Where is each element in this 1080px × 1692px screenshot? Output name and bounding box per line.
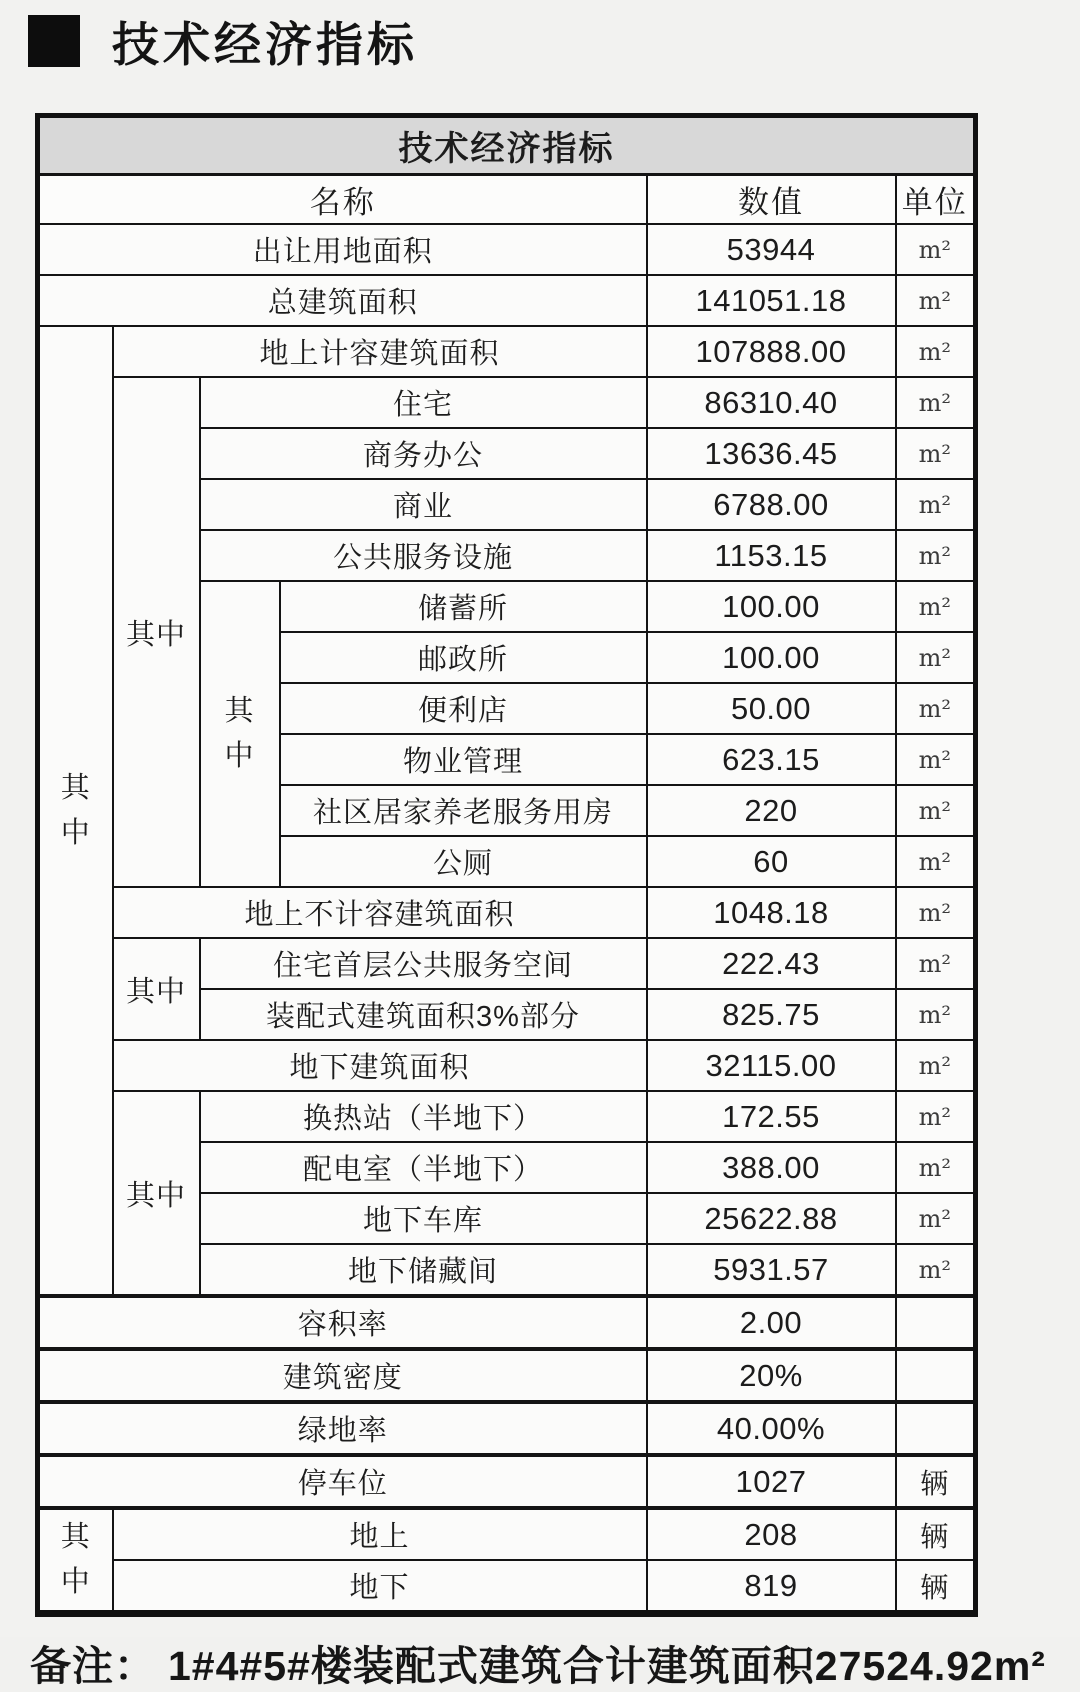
row-value: 819 <box>647 1560 896 1614</box>
row-unit: m² <box>896 428 976 479</box>
row-unit: m² <box>896 887 976 938</box>
row-name: 便利店 <box>280 683 647 734</box>
row-value: 50.00 <box>647 683 896 734</box>
row-name: 地下车库 <box>200 1193 647 1244</box>
row-value: 60 <box>647 836 896 887</box>
page-title: 技术经济指标 <box>112 17 418 71</box>
row-name: 容积率 <box>38 1296 647 1349</box>
table-row <box>38 1349 976 1402</box>
column-header-name: 名称 <box>38 175 647 225</box>
table-row <box>38 1402 976 1455</box>
row-unit: m² <box>896 326 976 377</box>
row-name: 地下储藏间 <box>200 1244 647 1296</box>
row-name: 建筑密度 <box>38 1349 647 1402</box>
row-value: 86310.40 <box>647 377 896 428</box>
row-unit: m² <box>896 1091 976 1142</box>
row-name: 装配式建筑面积3%部分 <box>200 989 647 1040</box>
row-name: 地上计容建筑面积 <box>113 326 647 377</box>
footer-note-unit: m² <box>993 1643 1046 1689</box>
row-unit: m² <box>896 1244 976 1296</box>
row-name: 物业管理 <box>280 734 647 785</box>
row-name: 商务办公 <box>200 428 647 479</box>
table-header-row <box>38 175 976 225</box>
row-value: 5931.57 <box>647 1244 896 1296</box>
row-value: 100.00 <box>647 581 896 632</box>
row-value: 6788.00 <box>647 479 896 530</box>
row-value: 388.00 <box>647 1142 896 1193</box>
row-unit: m² <box>896 734 976 785</box>
row-name: 出让用地面积 <box>38 224 647 275</box>
row-unit: m² <box>896 632 976 683</box>
column-header-value: 数值 <box>647 175 896 225</box>
row-name: 社区居家养老服务用房 <box>280 785 647 836</box>
group-cell-level2: 其中 <box>113 938 200 1040</box>
row-name: 停车位 <box>38 1455 647 1508</box>
row-unit: m² <box>896 1193 976 1244</box>
footer-note-text: 1#4#5#楼装配式建筑合计建筑面积27524.92 <box>168 1643 994 1689</box>
row-unit <box>896 1349 976 1402</box>
column-header-unit: 单位 <box>896 175 976 225</box>
row-value: 222.43 <box>647 938 896 989</box>
row-name: 公共服务设施 <box>200 530 647 581</box>
row-name: 地上 <box>113 1508 647 1560</box>
row-name: 地下 <box>113 1560 647 1614</box>
row-unit: 辆 <box>896 1560 976 1614</box>
indicators-table <box>35 113 978 1617</box>
group-cell-level1: 其中 <box>38 326 113 1296</box>
row-unit: m² <box>896 1040 976 1091</box>
row-value: 25622.88 <box>647 1193 896 1244</box>
table-row <box>38 1091 976 1142</box>
row-value: 2.00 <box>647 1296 896 1349</box>
row-value: 107888.00 <box>647 326 896 377</box>
row-unit: m² <box>896 275 976 326</box>
table-row <box>38 275 976 326</box>
row-name: 地下建筑面积 <box>113 1040 647 1091</box>
row-name: 邮政所 <box>280 632 647 683</box>
table-row <box>38 1560 976 1614</box>
table-row <box>38 938 976 989</box>
row-value: 32115.00 <box>647 1040 896 1091</box>
row-unit: m² <box>896 938 976 989</box>
row-value: 623.15 <box>647 734 896 785</box>
row-name: 配电室（半地下） <box>200 1142 647 1193</box>
row-value: 20% <box>647 1349 896 1402</box>
row-unit: m² <box>896 683 976 734</box>
table-row <box>38 326 976 377</box>
row-unit: m² <box>896 377 976 428</box>
row-value: 825.75 <box>647 989 896 1040</box>
table-row <box>38 224 976 275</box>
row-value: 1153.15 <box>647 530 896 581</box>
footer-note <box>30 1633 1080 1692</box>
row-unit <box>896 1402 976 1455</box>
group-cell-level3: 其中 <box>200 581 280 887</box>
row-value: 220 <box>647 785 896 836</box>
row-name: 换热站（半地下） <box>200 1091 647 1142</box>
row-name: 储蓄所 <box>280 581 647 632</box>
table-row <box>38 1040 976 1091</box>
table-caption: 技术经济指标 <box>38 116 976 175</box>
table-caption-row <box>38 116 976 175</box>
row-value: 141051.18 <box>647 275 896 326</box>
row-name: 住宅首层公共服务空间 <box>200 938 647 989</box>
row-unit: m² <box>896 785 976 836</box>
row-unit: 辆 <box>896 1455 976 1508</box>
row-value: 13636.45 <box>647 428 896 479</box>
row-unit: m² <box>896 479 976 530</box>
table-row <box>38 1455 976 1508</box>
row-value: 53944 <box>647 224 896 275</box>
table-row <box>38 887 976 938</box>
row-unit: m² <box>896 1142 976 1193</box>
row-value: 172.55 <box>647 1091 896 1142</box>
table-row <box>38 377 976 428</box>
row-unit: m² <box>896 530 976 581</box>
row-name: 公厕 <box>280 836 647 887</box>
row-unit: m² <box>896 989 976 1040</box>
row-value: 100.00 <box>647 632 896 683</box>
row-value: 208 <box>647 1508 896 1560</box>
table-row <box>38 1508 976 1560</box>
row-value: 40.00% <box>647 1402 896 1455</box>
row-unit <box>896 1296 976 1349</box>
row-name: 商业 <box>200 479 647 530</box>
row-unit: m² <box>896 224 976 275</box>
group-cell-level2: 其中 <box>113 377 200 887</box>
row-unit: 辆 <box>896 1508 976 1560</box>
row-name: 绿地率 <box>38 1402 647 1455</box>
footer-note-label: 备注： <box>30 1643 156 1689</box>
row-name: 地上不计容建筑面积 <box>113 887 647 938</box>
row-value: 1027 <box>647 1455 896 1508</box>
group-cell-level1: 其中 <box>38 1508 113 1614</box>
row-unit: m² <box>896 581 976 632</box>
row-name: 总建筑面积 <box>38 275 647 326</box>
row-unit: m² <box>896 836 976 887</box>
group-cell-level2: 其中 <box>113 1091 200 1296</box>
document-title <box>0 0 1080 72</box>
table-row <box>38 1296 976 1349</box>
row-value: 1048.18 <box>647 887 896 938</box>
row-name: 住宅 <box>200 377 647 428</box>
title-bullet-square-icon <box>28 15 80 67</box>
